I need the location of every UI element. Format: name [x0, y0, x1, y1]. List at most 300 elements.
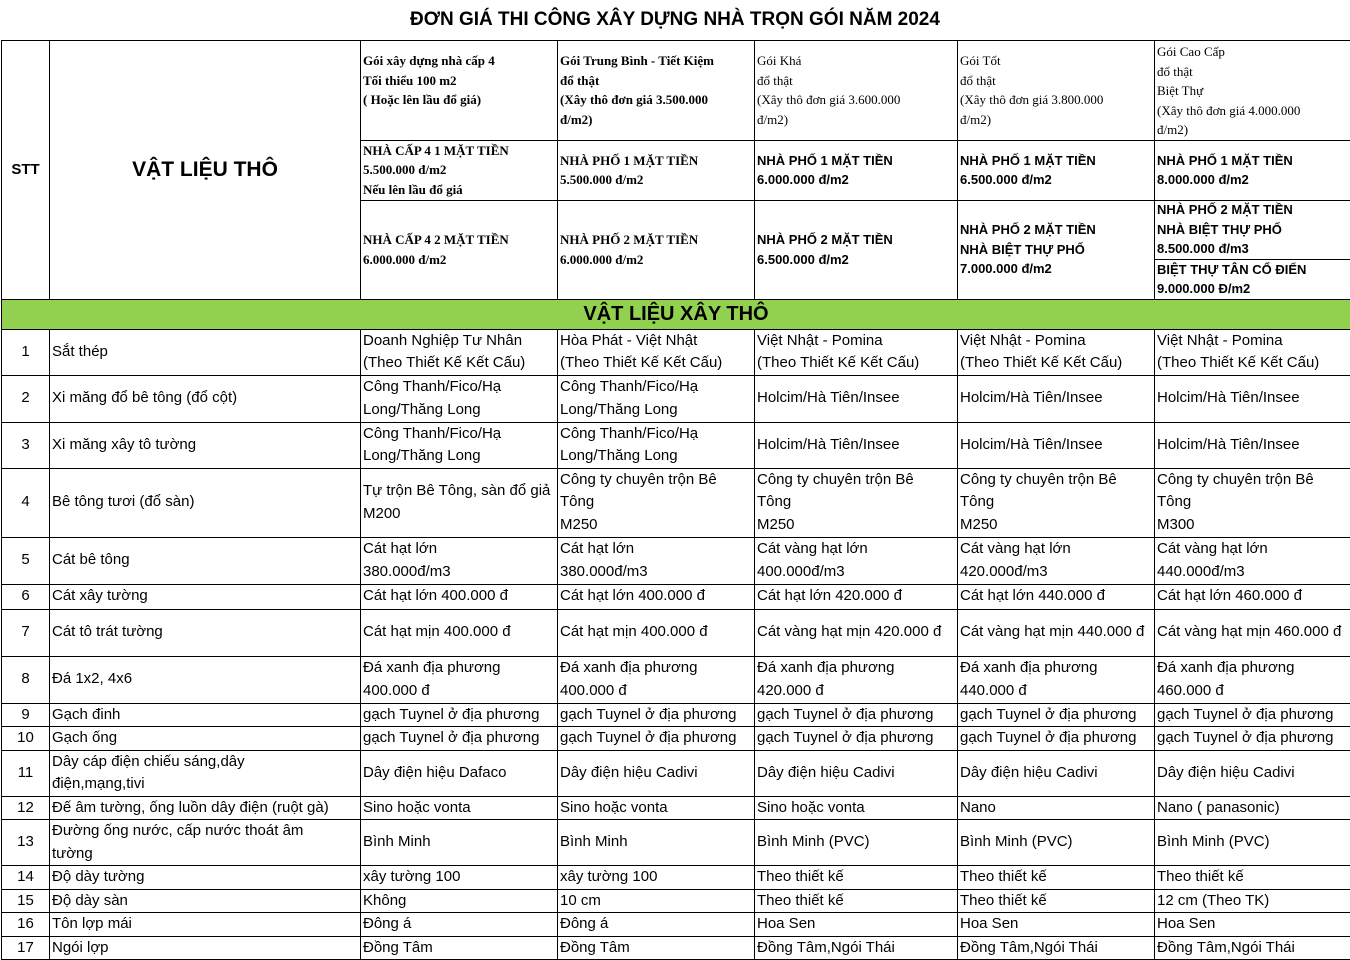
cell-line: Holcim/Hà Tiên/Insee	[1157, 387, 1348, 410]
cell-line: đ/m2)	[1157, 120, 1348, 140]
cell-line: Việt Nhật - Pomina	[960, 330, 1152, 353]
cell-line: Theo thiết kế	[757, 866, 955, 889]
cell-line: Độ dày sàn	[52, 890, 358, 913]
package-header	[1155, 41, 1350, 141]
material-value	[558, 703, 755, 727]
cell-line: Tự trộn Bê Tông, sàn đổ giả	[363, 480, 555, 503]
cell-line: Tông	[757, 491, 955, 514]
cell-line: 380.000đ/m3	[363, 561, 555, 584]
cell-line: Tông	[560, 491, 752, 514]
cell-line: Bình Minh (PVC)	[1157, 831, 1348, 854]
header-row	[2, 41, 1350, 141]
material-name	[50, 796, 361, 820]
price-cell	[1155, 200, 1350, 299]
cell-line: ( Hoặc lên lầu đổ giá)	[363, 90, 555, 110]
material-name	[50, 913, 361, 937]
cell-line: Công ty chuyên trộn Bê	[757, 469, 955, 492]
material-value	[1155, 727, 1350, 751]
material-name	[50, 422, 361, 468]
table-row	[2, 913, 1350, 937]
cell-line: Cát hạt lớn 420.000 đ	[757, 585, 955, 608]
cell-line: Tông	[1157, 491, 1348, 514]
material-value	[1155, 750, 1350, 796]
material-name	[50, 889, 361, 913]
cell-line: Long/Thăng Long	[363, 399, 555, 422]
cell-line: Gạch ống	[52, 727, 358, 750]
material-name	[50, 750, 361, 796]
cell-line: Đá 1x2, 4x6	[52, 668, 358, 691]
cell-line: Dây cáp điện chiếu sáng,dây	[52, 751, 358, 774]
price-cell	[755, 140, 958, 200]
material-value	[1155, 584, 1350, 609]
cell-line: Dây điện hiệu Cadivi	[757, 762, 955, 785]
material-value	[361, 889, 558, 913]
cell-line: (Theo Thiết Kế Kết Cấu)	[960, 352, 1152, 375]
material-value	[361, 936, 558, 960]
material-value	[958, 936, 1155, 960]
table-row	[2, 750, 1350, 796]
material-value	[958, 584, 1155, 609]
material-name	[50, 468, 361, 537]
price-sub-cell	[1155, 260, 1350, 299]
cell-line: Công ty chuyên trộn Bê	[560, 469, 752, 492]
material-value	[755, 820, 958, 866]
material-value	[558, 866, 755, 890]
cell-line: Cát xây tường	[52, 585, 358, 608]
material-value	[558, 468, 755, 537]
cell-line: M250	[757, 514, 955, 537]
material-value	[755, 796, 958, 820]
cell-line: 400.000 đ	[363, 680, 555, 703]
price-table	[1, 40, 1350, 960]
table-row	[2, 537, 1350, 584]
cell-line: gạch Tuynel ở địa phương	[960, 727, 1152, 750]
table-row	[2, 656, 1350, 703]
material-value	[755, 889, 958, 913]
row-number: 6	[2, 584, 50, 609]
material-value	[755, 422, 958, 468]
material-value	[361, 375, 558, 422]
material-value	[1155, 422, 1350, 468]
material-value	[361, 422, 558, 468]
material-value	[558, 727, 755, 751]
cell-line: Cát hạt lớn	[363, 538, 555, 561]
material-value	[958, 913, 1155, 937]
cell-line: Cát vàng hạt mịn 440.000 đ	[960, 621, 1152, 644]
cell-line: Cát hạt mịn 400.000 đ	[363, 621, 555, 644]
material-value	[1155, 537, 1350, 584]
row-number: 13	[2, 820, 50, 866]
cell-line: 400.000đ/m3	[757, 561, 955, 584]
cell-line: Cát hạt lớn 400.000 đ	[560, 585, 752, 608]
cell-line: Việt Nhật - Pomina	[1157, 330, 1348, 353]
cell-line: Holcim/Hà Tiên/Insee	[960, 387, 1152, 410]
cell-line: NHÀ PHỐ 2 MẶT TIỀN	[757, 230, 955, 250]
cell-line: Bê tông tươi (đổ sàn)	[52, 491, 358, 514]
cell-line: 9.000.000 Đ/m2	[1157, 279, 1348, 299]
cell-line: 6.500.000 đ/m2	[757, 250, 955, 270]
page-title: ĐƠN GIÁ THI CÔNG XÂY DỰNG NHÀ TRỌN GÓI NĂM 2024	[0, 0, 1350, 40]
material-value	[1155, 468, 1350, 537]
material-value	[558, 796, 755, 820]
material-value	[361, 820, 558, 866]
cell-line: Tối thiểu 100 m2	[363, 71, 555, 91]
material-value	[361, 609, 558, 656]
cell-line: 6.500.000 đ/m2	[960, 170, 1152, 190]
cell-line: Gạch đinh	[52, 704, 358, 727]
cell-line: Công Thanh/Fico/Hạ	[363, 423, 555, 446]
cell-line: M300	[1157, 514, 1348, 537]
cell-line: 400.000 đ	[560, 680, 752, 703]
cell-line: gạch Tuynel ở địa phương	[560, 727, 752, 750]
cell-line: (Theo Thiết Kế Kết Cấu)	[757, 352, 955, 375]
cell-line: 6.000.000 đ/m2	[363, 250, 555, 270]
material-value	[558, 656, 755, 703]
cell-line: Đồng Tâm,Ngói Thái	[757, 937, 955, 960]
cell-line: Tôn lợp mái	[52, 913, 358, 936]
cell-line: Đồng Tâm,Ngói Thái	[960, 937, 1152, 960]
material-value	[361, 537, 558, 584]
cell-line: Cát vàng hạt mịn 420.000 đ	[757, 621, 955, 644]
row-number: 12	[2, 796, 50, 820]
cell-line: gạch Tuynel ở địa phương	[960, 704, 1152, 727]
table-row	[2, 584, 1350, 609]
material-value	[361, 468, 558, 537]
material-value	[361, 750, 558, 796]
cell-line: (Xây thô đơn giá 4.000.000	[1157, 101, 1348, 121]
cell-line: Gói Cao Cấp	[1157, 42, 1348, 62]
material-value	[1155, 375, 1350, 422]
table-row	[2, 375, 1350, 422]
cell-line: Ngói lợp	[52, 937, 358, 960]
cell-line: điện,mạng,tivi	[52, 773, 358, 796]
cell-line: NHÀ CẤP 4 1 MẶT TIỀN	[363, 141, 555, 161]
material-value	[755, 584, 958, 609]
cell-line: Xi măng xây tô tường	[52, 434, 358, 457]
cell-line: Cát vàng hạt mịn 460.000 đ	[1157, 621, 1348, 644]
material-value	[755, 329, 958, 375]
material-name	[50, 866, 361, 890]
table-row	[2, 889, 1350, 913]
cell-line: 380.000đ/m3	[560, 561, 752, 584]
material-value	[755, 866, 958, 890]
cell-line: NHÀ PHỐ 2 MẶT TIỀN	[1157, 200, 1348, 220]
material-value	[558, 375, 755, 422]
cell-line: 420.000đ/m3	[960, 561, 1152, 584]
cell-line: gạch Tuynel ở địa phương	[363, 704, 555, 727]
cell-line: Holcim/Hà Tiên/Insee	[1157, 434, 1348, 457]
price-cell	[1155, 140, 1350, 200]
cell-line: (Xây thô đơn giá 3.500.000	[560, 90, 752, 110]
cell-line: Cát tô trát tường	[52, 621, 358, 644]
material-name	[50, 703, 361, 727]
price-cell	[558, 200, 755, 299]
row-number: 9	[2, 703, 50, 727]
material-value	[1155, 866, 1350, 890]
cell-line: Đồng Tâm	[560, 937, 752, 960]
material-value	[958, 889, 1155, 913]
material-value	[361, 329, 558, 375]
cell-line: Công ty chuyên trộn Bê	[1157, 469, 1348, 492]
material-value	[755, 727, 958, 751]
cell-line: tường	[52, 843, 358, 866]
cell-line: Xi măng đổ bê tông (đổ cột)	[52, 387, 358, 410]
cell-line: Bình Minh (PVC)	[960, 831, 1152, 854]
price-cell	[958, 140, 1155, 200]
table-row	[2, 468, 1350, 537]
cell-line: Holcim/Hà Tiên/Insee	[757, 387, 955, 410]
material-value	[958, 750, 1155, 796]
row-number: 1	[2, 329, 50, 375]
cell-line: Long/Thăng Long	[363, 445, 555, 468]
cell-line: Nano ( panasonic)	[1157, 797, 1348, 820]
cell-line: 6.000.000 đ/m2	[757, 170, 955, 190]
cell-line: Cát hạt mịn 400.000 đ	[560, 621, 752, 644]
cell-line: Công ty chuyên trộn Bê	[960, 469, 1152, 492]
material-value	[558, 936, 755, 960]
material-name	[50, 375, 361, 422]
cell-line: (Xây thô đơn giá 3.800.000	[960, 90, 1152, 110]
cell-line: 8.000.000 đ/m2	[1157, 170, 1348, 190]
material-value	[755, 537, 958, 584]
cell-line: Tông	[960, 491, 1152, 514]
cell-line: gạch Tuynel ở địa phương	[757, 704, 955, 727]
cell-line: NHÀ BIỆT THỰ PHỐ	[1157, 220, 1348, 240]
price-cell	[755, 200, 958, 299]
material-value	[558, 750, 755, 796]
material-value	[1155, 609, 1350, 656]
material-value	[361, 584, 558, 609]
material-name	[50, 936, 361, 960]
cell-line: đ/m2)	[960, 110, 1152, 130]
material-name	[50, 820, 361, 866]
stt-header: STT	[2, 41, 50, 300]
cell-line: 5.500.000 đ/m2	[363, 160, 555, 180]
row-number: 7	[2, 609, 50, 656]
material-value	[958, 727, 1155, 751]
cell-line: Dây điện hiệu Cadivi	[1157, 762, 1348, 785]
table-row	[2, 820, 1350, 866]
material-value	[1155, 796, 1350, 820]
material-value	[755, 703, 958, 727]
cell-line: NHÀ PHỐ 1 MẶT TIỀN	[1157, 151, 1348, 171]
cell-line: Dây điện hiệu Cadivi	[960, 762, 1152, 785]
cell-line: (Theo Thiết Kế Kết Cấu)	[560, 352, 752, 375]
cell-line: NHÀ PHỐ 1 MẶT TIỀN	[960, 151, 1152, 171]
table-row	[2, 727, 1350, 751]
cell-line: Long/Thăng Long	[560, 399, 752, 422]
material-value	[755, 936, 958, 960]
table-row	[2, 422, 1350, 468]
material-value	[958, 866, 1155, 890]
cell-line: Holcim/Hà Tiên/Insee	[757, 434, 955, 457]
material-value	[755, 913, 958, 937]
package-header	[958, 41, 1155, 141]
material-value	[1155, 703, 1350, 727]
cell-line: xây tường 100	[363, 866, 555, 889]
cell-line: Theo thiết kế	[960, 890, 1152, 913]
cell-line: Gói Khá	[757, 51, 955, 71]
material-value	[361, 727, 558, 751]
cell-line: Đá xanh địa phương	[1157, 657, 1348, 680]
cell-line: Sino hoặc vonta	[560, 797, 752, 820]
cell-line: (Xây thô đơn giá 3.600.000	[757, 90, 955, 110]
cell-line: Biệt Thự	[1157, 81, 1348, 101]
cell-line: Cát vàng hạt lớn	[1157, 538, 1348, 561]
material-value	[361, 866, 558, 890]
cell-line: Dây điện hiệu Cadivi	[560, 762, 752, 785]
cell-line: Đông á	[363, 913, 555, 936]
price-cell	[361, 200, 558, 299]
material-value	[558, 422, 755, 468]
table-row	[2, 329, 1350, 375]
cell-line: 10 cm	[560, 890, 752, 913]
cell-line: Đá xanh địa phương	[560, 657, 752, 680]
price-cell	[558, 140, 755, 200]
cell-line: NHÀ BIỆT THỰ PHỐ	[960, 240, 1152, 260]
cell-line: Sắt thép	[52, 341, 358, 364]
cell-line: 12 cm (Theo TK)	[1157, 890, 1348, 913]
price-sub-cell	[1155, 201, 1350, 260]
cell-line: Công Thanh/Fico/Hạ	[560, 423, 752, 446]
material-value	[361, 913, 558, 937]
package-header	[361, 41, 558, 141]
cell-line: Cát hạt lớn 400.000 đ	[363, 585, 555, 608]
material-value	[958, 703, 1155, 727]
material-value	[1155, 656, 1350, 703]
cell-line: NHÀ PHỐ 2 MẶT TIỀN	[960, 220, 1152, 240]
cell-line: gạch Tuynel ở địa phương	[1157, 704, 1348, 727]
material-value	[1155, 329, 1350, 375]
material-name	[50, 584, 361, 609]
cell-line: 460.000 đ	[1157, 680, 1348, 703]
row-number: 5	[2, 537, 50, 584]
table-row	[2, 796, 1350, 820]
material-value	[1155, 913, 1350, 937]
package-header	[558, 41, 755, 141]
cell-line: 440.000đ/m3	[1157, 561, 1348, 584]
cell-line: Cát hạt lớn 440.000 đ	[960, 585, 1152, 608]
cell-line: đ/m2)	[560, 110, 752, 130]
cell-line: Holcim/Hà Tiên/Insee	[960, 434, 1152, 457]
material-value	[958, 656, 1155, 703]
material-value	[958, 329, 1155, 375]
cell-line: 5.500.000 đ/m2	[560, 170, 752, 190]
cell-line: 420.000 đ	[757, 680, 955, 703]
row-number: 3	[2, 422, 50, 468]
cell-line: Đá xanh địa phương	[757, 657, 955, 680]
cell-line: Dây điện hiệu Dafaco	[363, 762, 555, 785]
cell-line: đổ thật	[560, 71, 752, 91]
cell-line: Công Thanh/Fico/Hạ	[363, 376, 555, 399]
cell-line: Doanh Nghiệp Tư Nhân	[363, 330, 555, 353]
cell-line: 6.000.000 đ/m2	[560, 250, 752, 270]
cell-line: Nano	[960, 797, 1152, 820]
material-value	[1155, 889, 1350, 913]
cell-line: Đá xanh địa phương	[363, 657, 555, 680]
cell-line: Hoa Sen	[1157, 913, 1348, 936]
material-value	[755, 609, 958, 656]
table-row	[2, 703, 1350, 727]
material-name	[50, 727, 361, 751]
cell-line: gạch Tuynel ở địa phương	[560, 704, 752, 727]
cell-line: đ/m2)	[757, 110, 955, 130]
material-value	[755, 750, 958, 796]
row-number: 10	[2, 727, 50, 751]
cell-line: Theo thiết kế	[757, 890, 955, 913]
row-number: 8	[2, 656, 50, 703]
material-value	[558, 329, 755, 375]
cell-line: Độ dày tường	[52, 866, 358, 889]
cell-line: Công Thanh/Fico/Hạ	[560, 376, 752, 399]
cell-line: đổ thật	[960, 71, 1152, 91]
material-value	[1155, 820, 1350, 866]
material-value	[755, 468, 958, 537]
cell-line: 7.000.000 đ/m2	[960, 259, 1152, 279]
row-number: 15	[2, 889, 50, 913]
material-value	[958, 820, 1155, 866]
last-price-split	[1155, 201, 1350, 299]
cell-line: Hoa Sen	[757, 913, 955, 936]
row-number: 16	[2, 913, 50, 937]
material-value	[558, 584, 755, 609]
cell-line: xây tường 100	[560, 866, 752, 889]
material-value	[958, 609, 1155, 656]
cell-line: Đồng Tâm,Ngói Thái	[1157, 937, 1348, 960]
cell-line: 8.500.000 đ/m3	[1157, 239, 1348, 259]
material-value	[958, 375, 1155, 422]
material-value	[958, 422, 1155, 468]
table-header	[2, 41, 1350, 330]
row-number: 2	[2, 375, 50, 422]
cell-line: NHÀ CẤP 4 2 MẶT TIỀN	[363, 230, 555, 250]
material-name	[50, 329, 361, 375]
cell-line: Cát bê tông	[52, 549, 358, 572]
cell-line: M250	[560, 514, 752, 537]
cell-line: BIỆT THỰ TÂN CỔ ĐIỂN	[1157, 260, 1348, 280]
cell-line: Gói Tốt	[960, 51, 1152, 71]
row-number: 11	[2, 750, 50, 796]
section-title: VẬT LIỆU XÂY THÔ	[2, 299, 1350, 329]
table-row	[2, 866, 1350, 890]
cell-line: NHÀ PHỐ 1 MẶT TIỀN	[757, 151, 955, 171]
cell-line: Hòa Phát - Việt Nhật	[560, 330, 752, 353]
cell-line: (Theo Thiết Kế Kết Cấu)	[363, 352, 555, 375]
cell-line: Gói xây dựng nhà cấp 4	[363, 51, 555, 71]
cell-line: Theo thiết kế	[960, 866, 1152, 889]
cell-line: M200	[363, 503, 555, 526]
cell-line: M250	[960, 514, 1152, 537]
table-row	[2, 609, 1350, 656]
row-number: 4	[2, 468, 50, 537]
cell-line: Đá xanh địa phương	[960, 657, 1152, 680]
material-name	[50, 609, 361, 656]
cell-line: 440.000 đ	[960, 680, 1152, 703]
material-value	[558, 913, 755, 937]
cell-line: Long/Thăng Long	[560, 445, 752, 468]
cell-line: Việt Nhật - Pomina	[757, 330, 955, 353]
cell-line: Gói Trung Bình - Tiết Kiệm	[560, 51, 752, 71]
material-value	[558, 820, 755, 866]
material-value	[558, 537, 755, 584]
material-name	[50, 537, 361, 584]
material-value	[361, 796, 558, 820]
cell-line: gạch Tuynel ở địa phương	[757, 727, 955, 750]
cell-line: Bình Minh	[560, 831, 752, 854]
row-number: 17	[2, 936, 50, 960]
cell-line: Nếu lên lầu đổ giá	[363, 180, 555, 200]
table-body	[2, 329, 1350, 960]
